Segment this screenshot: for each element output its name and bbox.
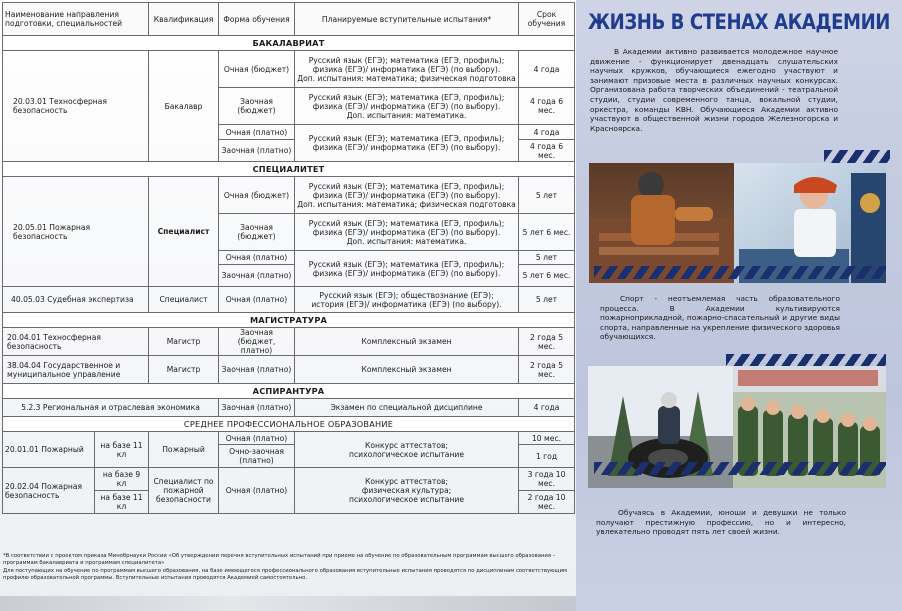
base-cell: на базе 11 кл — [95, 491, 149, 514]
form-cell: Заочная (бюджет) — [219, 214, 295, 251]
form-cell: Заочная (бюджет, платно) — [219, 328, 295, 356]
form-cell: Очная (платно) — [219, 432, 295, 445]
table-row — [3, 356, 575, 384]
decorative-stripes — [594, 266, 886, 279]
exam-cell — [295, 287, 519, 313]
direction-cell: 20.02.04 Пожарная безопасность — [3, 468, 95, 514]
header-qualification: Квалификация — [149, 3, 219, 36]
exam-cell — [295, 214, 519, 251]
form-cell: Очная (бюджет) — [219, 177, 295, 214]
qualification-cell: Специалист — [149, 177, 219, 287]
base-cell: на базе 11 кл — [95, 432, 149, 468]
exam-cell — [295, 51, 519, 88]
exam-line: физика (ЕГЭ)/ информатика (ЕГЭ) (по выбору). — [312, 268, 501, 278]
exam-cell — [295, 88, 519, 125]
exam-cell: Комплексный экзамен — [295, 356, 519, 384]
exam-line: Доп. испытания: математика; физическая подготовка — [297, 73, 516, 83]
direction-cell: 38.04.04 Государственное и муниципальное управление — [3, 356, 149, 384]
qualification-cell: Магистр — [149, 356, 219, 384]
section-master: МАГИСТРАТУРА — [3, 313, 575, 328]
exam-line: психологическое испытание — [349, 449, 465, 459]
term-cell: 10 мес. — [519, 432, 575, 445]
decorative-stripes — [824, 150, 890, 163]
base-cell: на базе 9 кл — [95, 468, 149, 491]
term-cell: 2 года 5 мес. — [519, 328, 575, 356]
form-cell: Очная (платно) — [219, 287, 295, 313]
exam-line: Доп. испытания: математика; физическая подготовка — [297, 199, 516, 209]
form-cell: Очная (платно) — [219, 125, 295, 140]
term-cell: 4 года 6 мес. — [519, 140, 575, 162]
exam-line: Русский язык (ЕГЭ); математика (ЕГЭ, профиль); — [308, 92, 505, 102]
table-row — [3, 399, 575, 417]
section-bachelor: БАКАЛАВРИАТ — [3, 36, 575, 51]
exam-line: физика (ЕГЭ)/ информатика (ЕГЭ) (по выбору). — [312, 101, 501, 111]
table-row — [3, 328, 575, 356]
term-cell: 5 лет 6 мес. — [519, 265, 575, 287]
table-row — [3, 287, 575, 313]
section-specialist: СПЕЦИАЛИТЕТ — [3, 162, 575, 177]
form-cell: Заочная (бюджет) — [219, 88, 295, 125]
table-row — [3, 51, 575, 88]
term-cell: 5 лет — [519, 251, 575, 265]
header-term: Срок обучения — [519, 3, 575, 36]
form-cell: Очно-заочная (платно) — [219, 445, 295, 468]
term-cell: 1 год — [519, 445, 575, 468]
exam-cell — [295, 432, 519, 468]
exam-cell: Экзамен по специальной дисциплине — [295, 399, 519, 417]
form-cell: Очная (платно) — [219, 468, 295, 514]
header-direction: Наименование направления подготовки, специальностей — [3, 3, 149, 36]
exam-cell — [295, 125, 519, 162]
qualification-cell: Специалист — [149, 287, 219, 313]
exam-line: Доп. испытания: математика. — [346, 236, 467, 246]
exam-line: физическая культура; — [361, 486, 452, 495]
form-cell: Заочная (платно) — [219, 356, 295, 384]
exam-line: психологическое испытание — [349, 495, 465, 504]
exam-line: Русский язык (ЕГЭ); математика (ЕГЭ, профиль); — [308, 134, 505, 143]
photo-illustration — [589, 163, 886, 283]
academy-life-panel — [576, 0, 902, 611]
direction-cell: 5.2.3 Региональная и отраслевая экономика — [3, 399, 219, 417]
term-cell: 4 года — [519, 51, 575, 88]
table-row — [3, 468, 575, 491]
term-cell: 5 лет — [519, 287, 575, 313]
term-cell: 5 лет 6 мес. — [519, 214, 575, 251]
term-cell: 2 года 10 мес. — [519, 491, 575, 514]
form-cell: Заочная (платно) — [219, 140, 295, 162]
qualification-cell: Специалист по пожарной безопасности — [149, 468, 219, 514]
footnote: Для поступающих на обучение по программам высшего образования, на базе имеющегося профессионального образования вступительные испытания проводятся по дисциплинам соответствующим профилю образовательной программы. Вступительные испытания проводятся Академией самостоятельно. — [3, 568, 567, 581]
term-cell: 4 года 6 мес. — [519, 88, 575, 125]
photo-firefighters-training — [589, 163, 886, 283]
exam-line: физика (ЕГЭ)/ информатика (ЕГЭ) (по выбору). — [312, 64, 501, 74]
exam-cell — [295, 177, 519, 214]
exam-line: Доп. испытания: математика. — [346, 110, 467, 120]
panel-paragraph-conclusion: Обучаясь в Академии, юноши и девушки не только получают престижную профессию, но и интересно, увлекательно проводят пять лет своей жизни. — [596, 508, 846, 537]
exam-line: Русский язык (ЕГЭ); математика (ЕГЭ, профиль); — [308, 181, 505, 191]
qualification-cell: Пожарный — [149, 432, 219, 468]
direction-cell: 40.05.03 Судебная экспертиза — [3, 287, 149, 313]
form-cell: Заочная (платно) — [219, 265, 295, 287]
exam-line: Конкурс аттестатов; — [365, 477, 449, 486]
admissions-table — [2, 2, 575, 514]
form-cell: Очная (платно) — [219, 251, 295, 265]
term-cell: 4 года — [519, 125, 575, 140]
exam-line: физика (ЕГЭ)/ информатика (ЕГЭ) (по выбору). — [312, 227, 501, 237]
panel-paragraph-science: В Академии активно развивается молодежное научное движение - функционирует двенадцать слушательских научных кружков, обучающиеся ежегодно участвуют и занимают призовые места в различных научных конкурсах. Организована работа творческих объединений - театральной студии, студии современного танца, вокальной студии, оркестра, команды КВН. Обучающиеся Академии активно участвуют в общественной жизни городов Железногорска и Красноярска. — [590, 47, 838, 133]
exam-line: Русский язык (ЕГЭ); математика (ЕГЭ, профиль); — [308, 259, 505, 269]
table-header-row — [3, 3, 575, 36]
exam-line: Конкурс аттестатов; — [365, 440, 449, 450]
footnote: *В соответствии с проектом приказа Минобрнауки России «Об утверждении перечня вступительных испытаний при приеме на обучение по образовательным программам высшего образования – программам бакалавриата и программам специалитета» — [3, 553, 556, 566]
decorative-stripes — [594, 462, 886, 475]
footnotes — [3, 553, 575, 583]
panel-title: ЖИЗНЬ В СТЕНАХ АКАДЕМИИ — [588, 10, 890, 34]
panel-paragraph-sport: Спорт - неотъемлемая часть образовательного процесса. В Академии культивируются пожарноприкладной, пожарно-спасательный и другие виды спорта, направленные на укрепление физического здоровья обучающихся. — [600, 294, 841, 342]
header-form: Форма обучения — [219, 3, 295, 36]
section-spo: СРЕДНЕЕ ПРОФЕССИОНАЛЬНОЕ ОБРАЗОВАНИЕ — [3, 417, 575, 432]
form-cell: Очная (бюджет) — [219, 51, 295, 88]
exam-line: история (ЕГЭ)/ информатика (ЕГЭ) (по выбору). — [311, 299, 502, 309]
qualification-cell: Бакалавр — [149, 51, 219, 162]
header-exams: Планируемые вступительные испытания* — [295, 3, 519, 36]
exam-cell: Комплексный экзамен — [295, 328, 519, 356]
direction-cell: 20.01.01 Пожарный — [3, 432, 95, 468]
direction-cell: 20.05.01 Пожарная безопасность — [3, 177, 149, 287]
exam-line: физика (ЕГЭ)/ информатика (ЕГЭ) (по выбору). — [312, 143, 501, 152]
section-postgrad: АСПИРАНТУРА — [3, 384, 575, 399]
exam-line: Русский язык (ЕГЭ); математика (ЕГЭ, профиль); — [308, 55, 505, 65]
term-cell: 4 года — [519, 399, 575, 417]
term-cell: 3 года 10 мес. — [519, 468, 575, 491]
qualification-cell: Магистр — [149, 328, 219, 356]
form-cell: Заочная (платно) — [219, 399, 295, 417]
term-cell: 5 лет — [519, 177, 575, 214]
exam-line: физика (ЕГЭ)/ информатика (ЕГЭ) (по выбору). — [312, 190, 501, 200]
exam-cell — [295, 251, 519, 287]
term-cell: 2 года 5 мес. — [519, 356, 575, 384]
direction-cell: 20.04.01 Техносферная безопасность — [3, 328, 149, 356]
bottom-decorative-strip — [0, 596, 576, 611]
direction-cell: 20.03.01 Техносферная безопасность — [3, 51, 149, 162]
exam-line: Русский язык (ЕГЭ); обществознание (ЕГЭ); — [319, 290, 494, 300]
exam-line: Русский язык (ЕГЭ); математика (ЕГЭ, профиль); — [308, 218, 505, 228]
table-row — [3, 432, 575, 445]
exam-cell — [295, 468, 519, 514]
table-row — [3, 177, 575, 214]
